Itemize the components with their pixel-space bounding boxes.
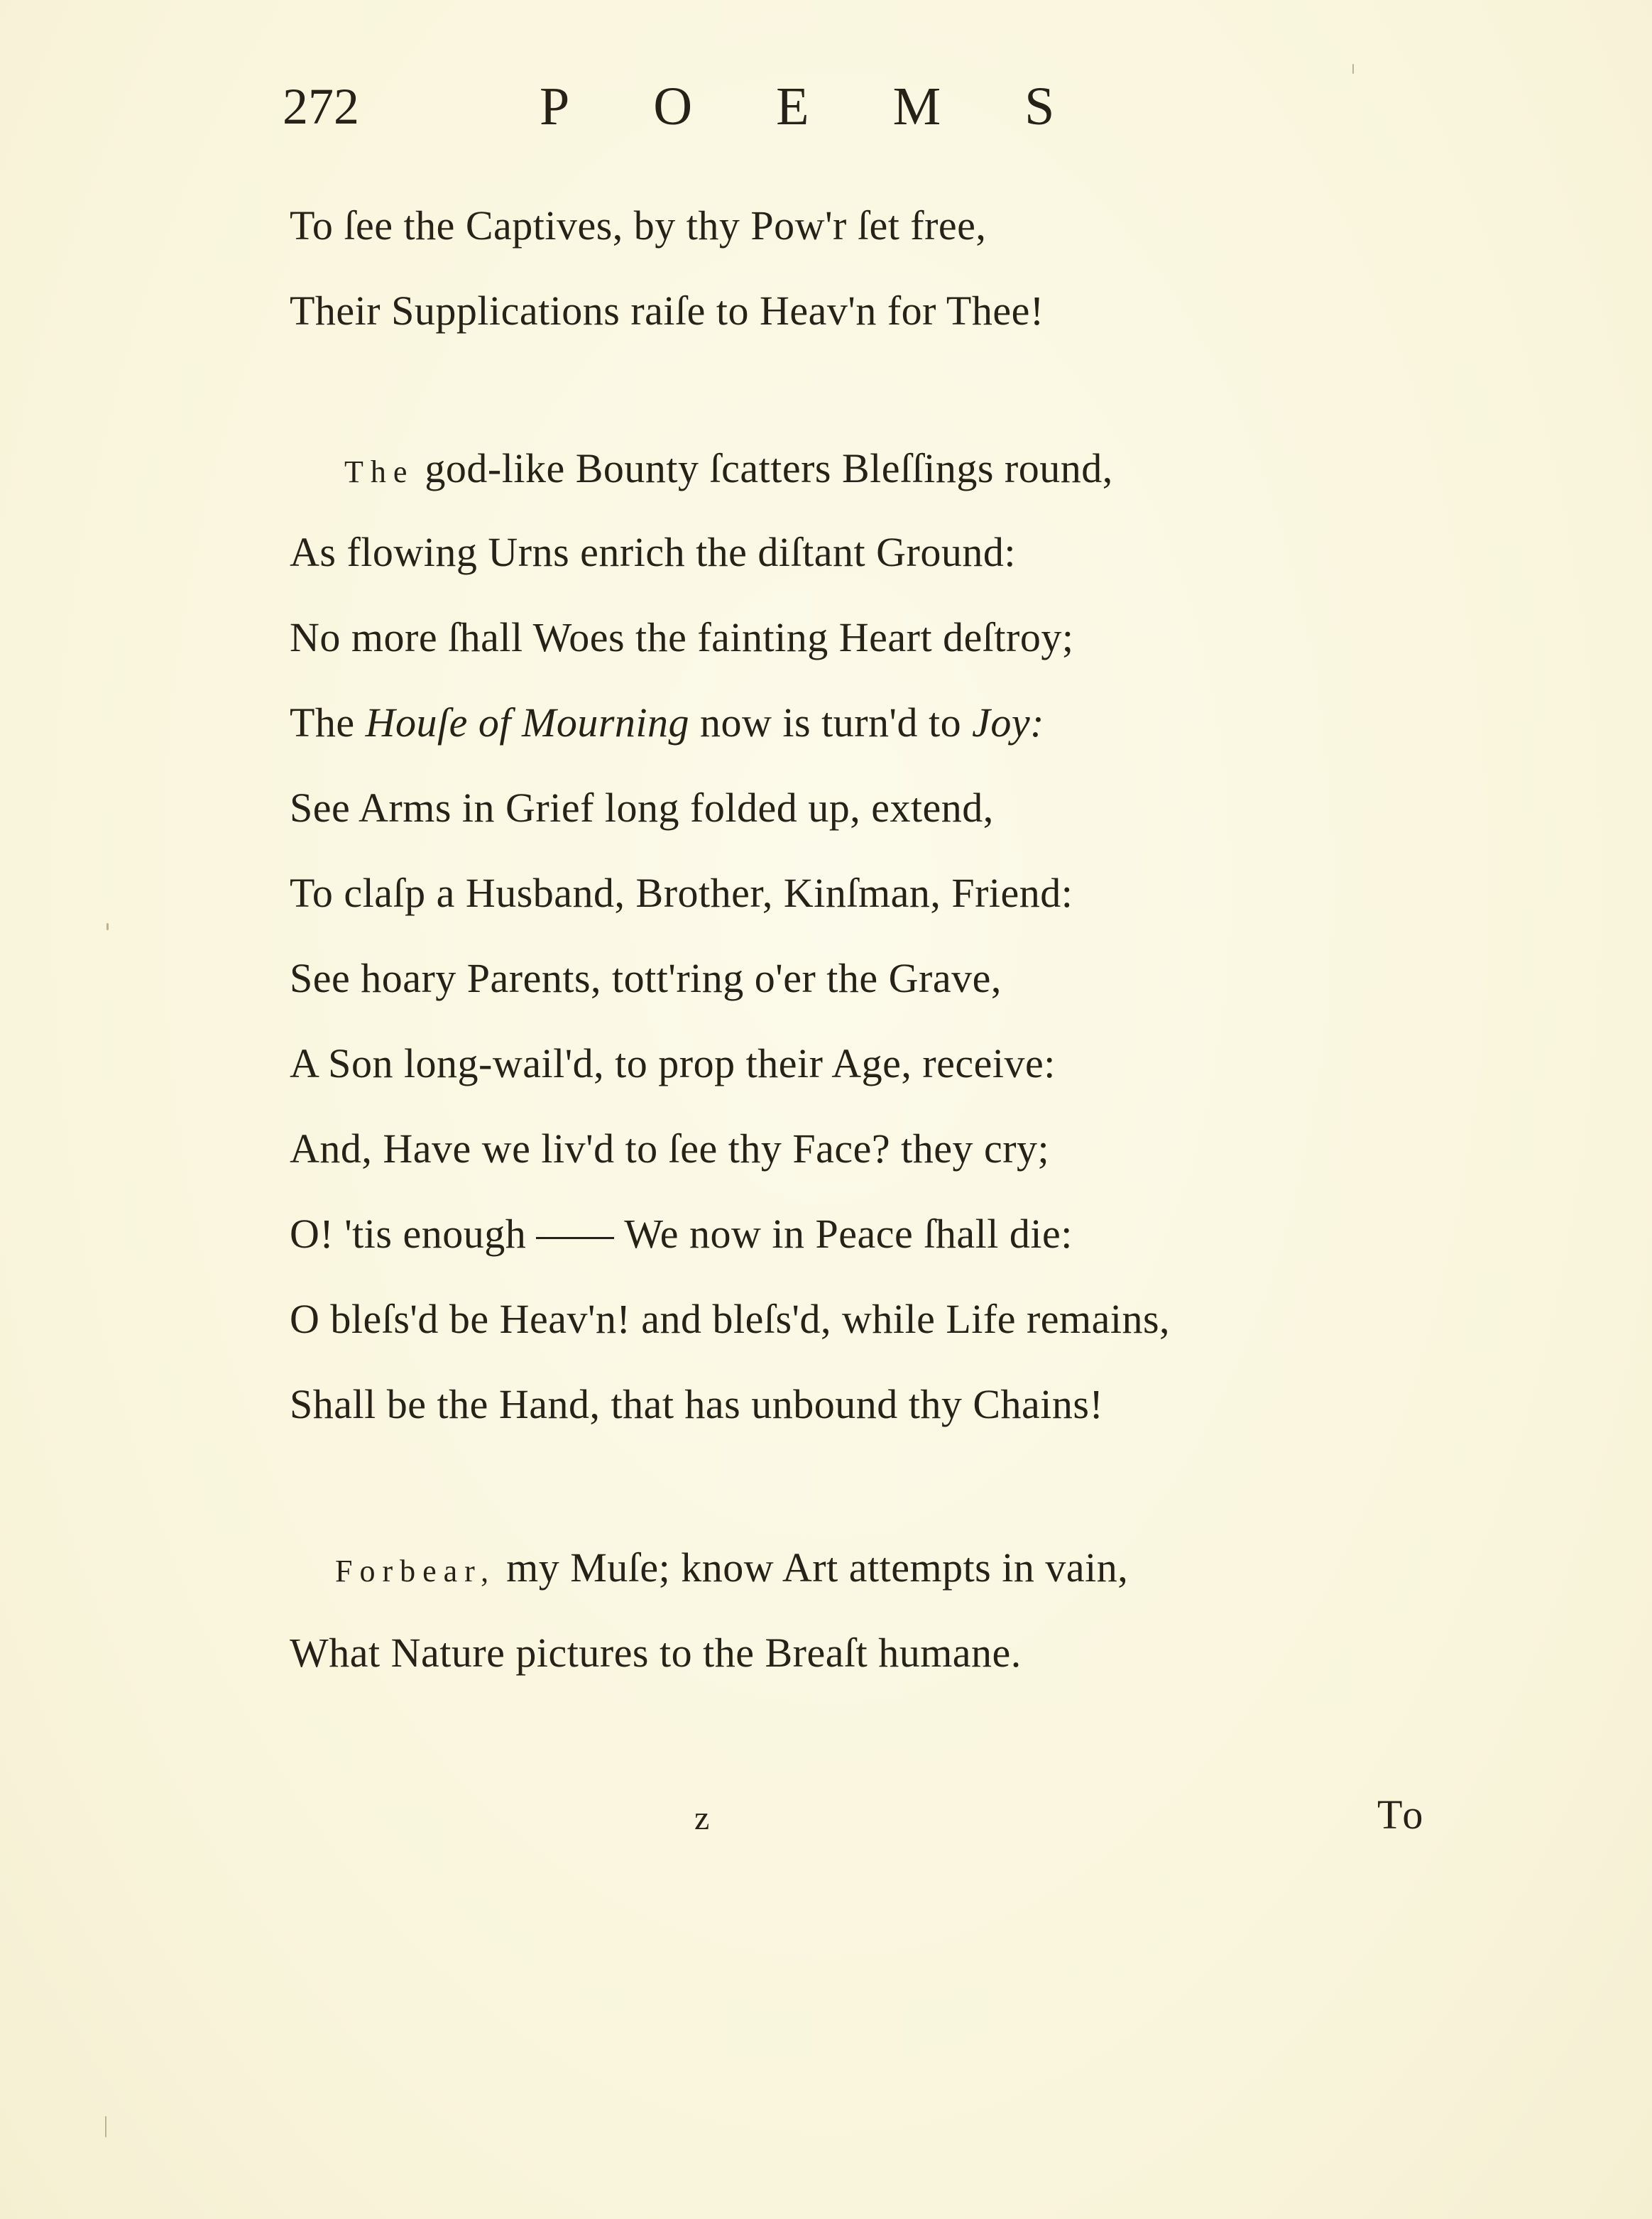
verse-line: See hoary Parents, tott'ring o'er the Grave, xyxy=(290,955,1002,1001)
verse-line: No more ſhall Woes the fainting Heart deſtroy; xyxy=(290,614,1074,660)
verse-line: And, Have we liv'd to ſee thy Face? they cry; xyxy=(290,1125,1050,1172)
verse-line: O bleſs'd be Heav'n! and bleſs'd, while Life remains, xyxy=(290,1296,1171,1342)
signature-mark: z xyxy=(694,1799,710,1837)
paper-speck xyxy=(105,2116,106,2137)
verse-line: A Son long-wail'd, to prop their Age, receive: xyxy=(290,1040,1056,1086)
verse-line: To ſee the Captives, by thy Pow'r ſet free, xyxy=(290,202,987,249)
verse-line: See Arms in Grief long folded up, extend, xyxy=(290,785,994,831)
italic-phrase: Joy: xyxy=(972,699,1044,746)
verse-line: The Houſe of Mourning now is turn'd to Joy: xyxy=(290,699,1044,746)
verse-line: As flowing Urns enrich the diſtant Ground: xyxy=(290,529,1016,575)
small-caps-opening: The xyxy=(344,454,415,489)
running-head: POEMS xyxy=(540,77,1139,136)
verse-line: Shall be the Hand, that has unbound thy Chains! xyxy=(290,1381,1104,1427)
verse-line: The god-like Bounty ſcatters Bleſſings round, xyxy=(344,445,1113,491)
verse-line: O! 'tis enough We now in Peace ſhall die: xyxy=(290,1211,1073,1257)
page-header xyxy=(0,71,1652,142)
verse-line: What Nature pictures to the Breaſt humane. xyxy=(290,1630,1022,1676)
verse-line: To claſp a Husband, Brother, Kinſman, Friend: xyxy=(290,870,1073,916)
em-dash-rule xyxy=(536,1237,614,1239)
verse-line: Their Supplications raiſe to Heav'n for Thee! xyxy=(290,288,1044,334)
page-number: 272 xyxy=(283,78,359,135)
catchword: To xyxy=(1377,1792,1426,1838)
paper-speck xyxy=(106,923,109,930)
small-caps-opening: Forbear, xyxy=(335,1554,496,1588)
verse-line: Forbear, my Muſe; know Art attempts in vain, xyxy=(335,1544,1129,1591)
paper-speck xyxy=(1352,64,1354,74)
italic-phrase: Houſe of Mourning xyxy=(365,699,690,746)
